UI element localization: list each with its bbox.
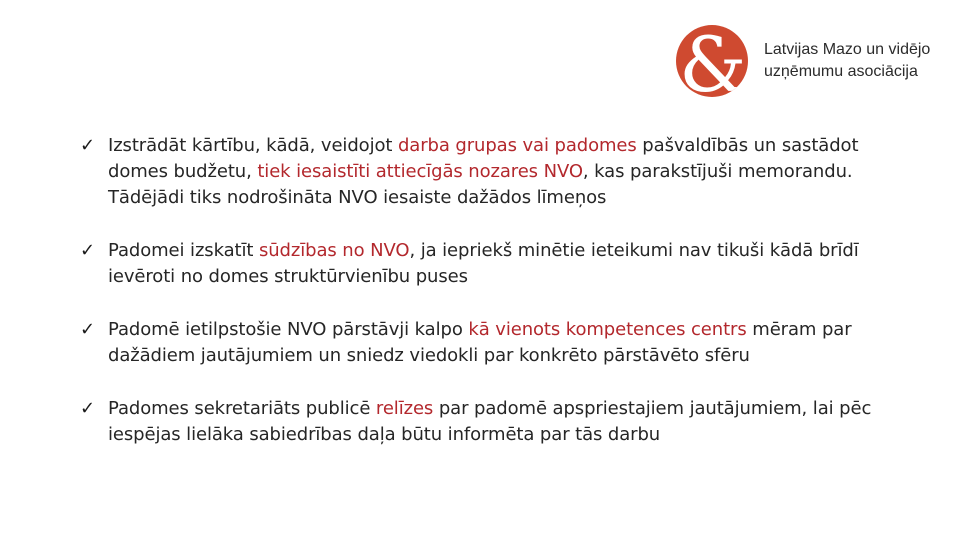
recommendation-list: [80, 133, 910, 448]
ampersand-logo-icon: [676, 25, 748, 97]
checkmark-icon: ✓: [80, 319, 95, 340]
recommendation-item: [80, 133, 910, 211]
logo-text: [764, 39, 930, 83]
recommendation-item: [80, 396, 910, 448]
checkmark-icon: ✓: [80, 240, 95, 261]
logo-text-line-1: Latvijas Mazo un vidējo: [764, 41, 931, 58]
recommendation-item: [80, 317, 910, 369]
highlight-text: darba grupas vai padomes: [397, 135, 637, 156]
logo-text-line-2: uzņēmumu asociācija: [764, 63, 918, 80]
bullet-text: Padomē ietilpstošie NVO pārstāvji kalpo kā vienots kompetences centrs mēram par dažādiem jautājumiem un sniedz viedokli par konkrēto pārstāvēto sfēru: [108, 319, 852, 366]
organization-logo: [676, 25, 930, 97]
highlight-text: sūdzības no NVO: [258, 240, 410, 261]
bullet-text: Padomei izskatīt sūdzības no NVO, ja iepriekš minētie ieteikumi nav tikuši kādā brīdī ievēroti no domes struktūrvienību puses: [108, 240, 859, 287]
highlight-text: relīzes: [375, 398, 434, 419]
bullet-text: Izstrādāt kārtību, kādā, veidojot darba grupas vai padomes pašvaldībās un sastādot domes budžetu, tiek iesaistīti attiecīgās nozares NVO, kas parakstījuši memorandu. Tādējādi tiks nodrošināta NVO iesaiste dažādos līmeņos: [108, 135, 859, 208]
recommendation-item: [80, 238, 910, 290]
checkmark-icon: ✓: [80, 398, 95, 419]
logo-symbol: &: [679, 25, 747, 97]
highlight-text: kā vienots kompetences centrs: [468, 319, 747, 340]
highlight-text: tiek iesaistīti attiecīgās nozares NVO: [257, 161, 583, 182]
bullet-text: Padomes sekretariāts publicē relīzes par padomē apspriestajiem jautājumiem, lai pēc iespējas lielāka sabiedrības daļa būtu informēta par tās darbu: [108, 398, 872, 445]
checkmark-icon: ✓: [80, 135, 95, 156]
